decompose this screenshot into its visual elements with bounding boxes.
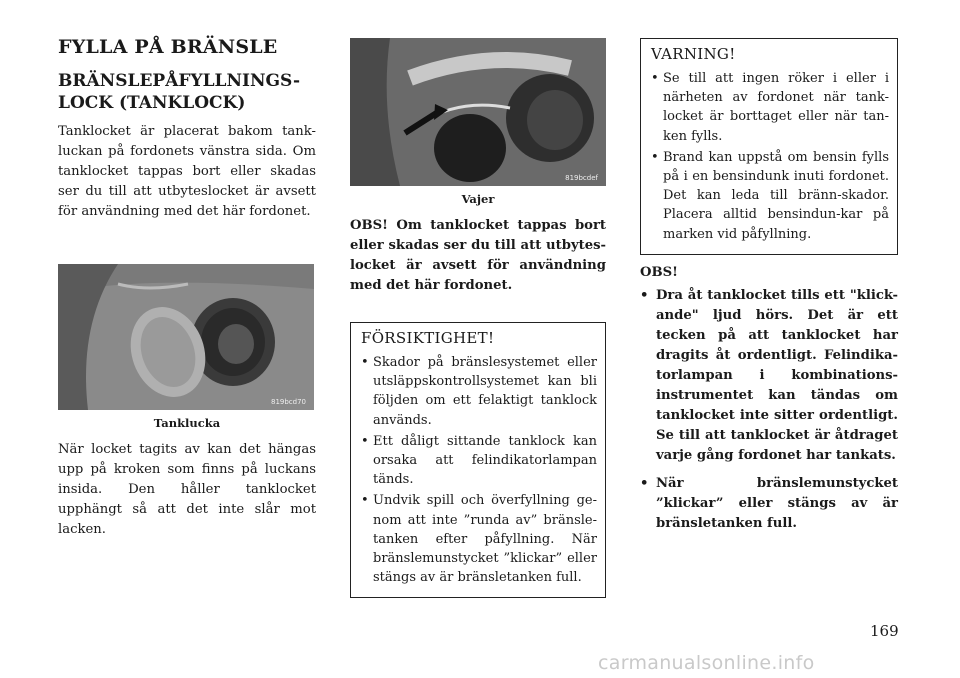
column-1 (58, 30, 316, 540)
figure-code: 819bcdef (565, 174, 598, 182)
hook-paragraph: När locket tagits av kan det hängas upp på kroken som finns på luckans insida. Den håller tanklocket upphängt så att det inte slår mot lacken. (58, 442, 316, 537)
list-item: • Brand kan uppstå om bensin fylls på i en bensindunk inuti fordonet. Det kan leda till bränn-skador. Placera alltid bensindun-kar på marken vid påfyllning. (651, 148, 889, 244)
figure-caption: Vajer (461, 192, 495, 206)
list-item: • Ett dåligt sittande tanklock kan orsaka att felindikatorlampan tänds. (361, 432, 597, 490)
column-2 (350, 30, 606, 598)
warning-title: VARNING! (651, 45, 736, 63)
list-item: • När bränslemunstycket ”klickar” eller stängs av är bränsletanken full. (640, 474, 898, 534)
figure-code: 819bcd70 (270, 398, 306, 406)
obs-list (640, 286, 898, 534)
page-number: 169 (870, 622, 899, 640)
obs-note: OBS! Om tanklocket tappas bort eller skadas ser du till att utbytes-locket är avsett för användning med det här fordonet. (350, 218, 606, 293)
warning-box (640, 38, 898, 255)
list-item: • Dra åt tanklocket tills ett "klick-ande" ljud hörs. Det är ett tecken på att tanklocket har dragits åt ordentligt. Felindika-torlampan i kombinations-instrumentet kan tändas om tanklocket inte sitter ordentligt. Se till att tanklocket är åtdraget varje gång fordonet har tankats. (640, 286, 898, 466)
obs-label: OBS! (640, 264, 678, 280)
watermark: carmanualsonline.info (598, 652, 815, 674)
list-item: • Undvik spill och överfyllning ge-nom att inte ”runda av” bränsle-tanken efter påfyllning. När bränslemunstycket ”klickar” eller stängs av är bränsletanken full. (361, 491, 597, 587)
list-item: • Se till att ingen röker i eller i närheten av fordonet när tank-locket är borttaget eller när tan-ken fylls. (651, 69, 889, 146)
caution-box (350, 322, 606, 598)
caution-title: FÖRSIKTIGHET! (361, 329, 495, 347)
section-title: FYLLA PÅ BRÄNSLE (58, 36, 278, 58)
figure-caption: Tanklucka (153, 416, 221, 430)
list-item: • Skador på bränslesystemet eller utsläppskontrollsystemet kan bli följden om ett felaktigt tanklock används. (361, 353, 597, 430)
fuel-door-figure (58, 264, 314, 410)
fuel-door-illustration (58, 264, 314, 410)
subsection-title: BRÄNSLEPÅFYLLNINGS- LOCK (TANKLOCK) (58, 71, 301, 113)
obs-list-container (640, 286, 898, 534)
column-3 (640, 30, 898, 542)
caution-list (361, 353, 597, 587)
cable-illustration (350, 38, 606, 186)
cable-figure (350, 38, 606, 186)
intro-paragraph: Tanklocket är placerat bakom tank-luckan på fordonets vänstra sida. Om tanklocket tappas bort eller skadas ser du till att utbyteslocket är avsett för användning med det här fordonet. (58, 124, 316, 219)
warning-list (651, 69, 889, 244)
